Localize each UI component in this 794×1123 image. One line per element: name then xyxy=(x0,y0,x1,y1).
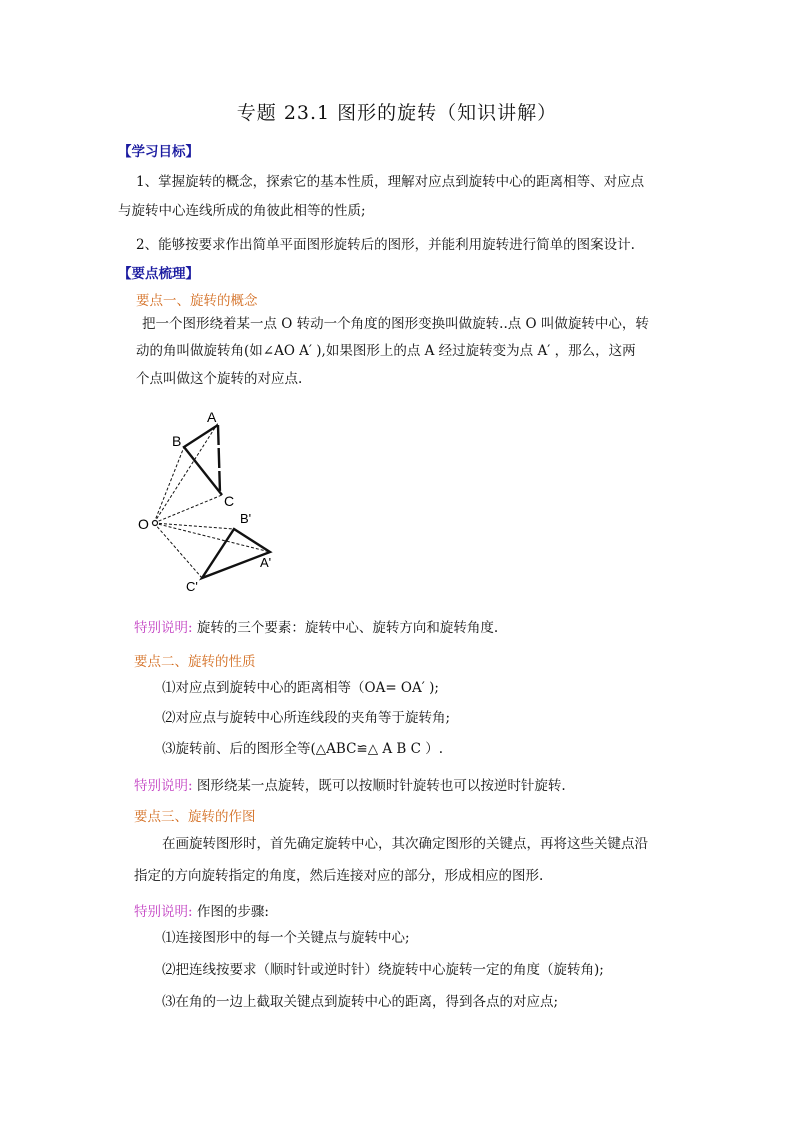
kp2-item-1: ⑴对应点到旋转中心的距离相等（OA= OA′ ); xyxy=(162,680,439,696)
label-o: O xyxy=(138,516,149,532)
kp3-step-3: ⑶在角的一边上截取关键点到旋转中心的距离，得到各点的对应点; xyxy=(162,994,559,1010)
kp1-special-note xyxy=(134,616,498,636)
note-label: 特别说明: xyxy=(134,904,193,920)
keypoint-2-title: 要点二、旋转的性质 xyxy=(134,654,256,670)
page-title: 专题 23.1 图形的旋转（知识讲解） xyxy=(236,102,558,124)
label-a-prime: A' xyxy=(260,555,272,570)
kp2-item-2: ⑵对应点与旋转中心所连线段的夹角等于旋转角; xyxy=(162,710,451,726)
note-label: 特别说明: xyxy=(134,778,193,794)
kp1-line-1: 把一个图形绕着某一点 O 转动一个角度的图形变换叫做旋转..点 O 叫做旋转中心，转 xyxy=(142,316,649,332)
goal-line-2: 与旋转中心连线所成的角彼此相等的性质; xyxy=(118,203,366,219)
note-text: 图形绕某一点旋转，既可以按顺时针旋转也可以按逆时针旋转. xyxy=(196,778,566,794)
goal-line-1: 1、掌握旋转的概念，探索它的基本性质，理解对应点到旋转中心的距离相等、对应点 xyxy=(136,174,645,190)
label-a: A xyxy=(207,409,217,425)
kp3-special-note xyxy=(134,900,269,920)
kp1-line-3: 个点叫做这个旋转的对应点. xyxy=(136,371,303,387)
goal-line-3: 2、能够按要求作出简单平面图形旋转后的图形，并能利用旋转进行简单的图案设计. xyxy=(136,237,635,253)
kp3-line-1: 在画旋转图形时，首先确定旋转中心，其次确定图形的关键点，再将这些关键点沿 xyxy=(162,836,648,852)
note-text: 作图的步骤: xyxy=(196,904,269,920)
label-c: C xyxy=(224,493,235,509)
section-heading-key-points: 【要点梳理】 xyxy=(118,266,199,282)
keypoint-1-title: 要点一、旋转的概念 xyxy=(136,293,258,309)
label-b: B xyxy=(172,433,182,449)
kp2-special-note xyxy=(134,774,566,794)
kp3-line-2: 指定的方向旋转指定的角度，然后连接对应的部分，形成相应的图形. xyxy=(134,868,544,884)
note-label: 特别说明: xyxy=(134,620,193,636)
kp2-item-3: ⑶旋转前、后的图形全等(△ABC≌△ A B C ）. xyxy=(162,741,444,757)
triangle-abc-side-ac xyxy=(218,425,220,493)
note-text: 旋转的三个要素：旋转中心、旋转方向和旋转角度. xyxy=(196,620,499,636)
label-b-prime: B' xyxy=(240,511,252,526)
kp1-line-2: 动的角叫做旋转角(如∠AO A′ ),如果图形上的点 A 经过旋转变为点 A′ ，那么，这两 xyxy=(136,343,636,359)
rotation-figure xyxy=(134,405,284,595)
triangle-abc xyxy=(184,425,222,495)
label-c-prime: C' xyxy=(186,579,198,594)
keypoint-3-title: 要点三、旋转的作图 xyxy=(134,809,256,825)
section-heading-learning-goals: 【学习目标】 xyxy=(118,144,199,160)
triangle-a1b1c1 xyxy=(202,529,270,578)
point-o xyxy=(153,521,158,526)
kp3-step-2: ⑵把连线按要求（顺时针或逆时针）绕旋转中心旋转一定的角度（旋转角); xyxy=(162,962,604,978)
kp3-step-1: ⑴连接图形中的每一个关键点与旋转中心; xyxy=(162,930,410,946)
